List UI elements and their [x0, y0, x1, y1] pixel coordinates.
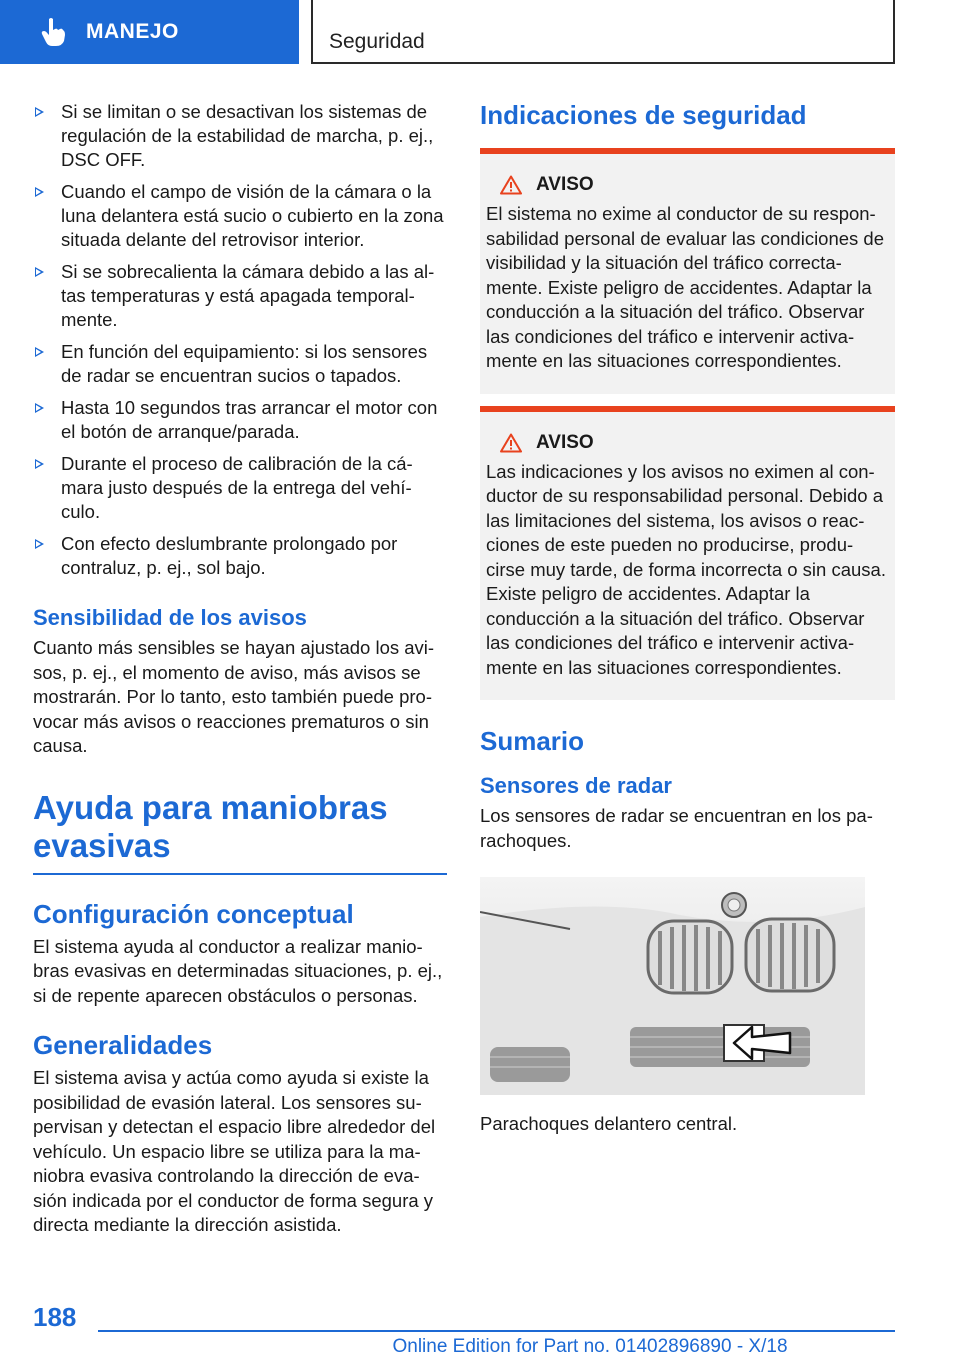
triangle-bullet-icon — [35, 539, 44, 549]
list-item: Con efecto deslumbrante prolongado por contraluz, p. ej., sol bajo. — [33, 532, 447, 580]
hand-pointer-icon — [40, 17, 66, 47]
footer-divider — [98, 1330, 895, 1332]
sensibilidad-heading: Sensibilidad de los avisos — [33, 605, 307, 630]
section-label: Seguridad — [329, 30, 425, 53]
warning-title: AVISO — [536, 174, 594, 195]
ayuda-heading: Ayuda para maniobras evasivas — [33, 788, 388, 864]
list-item: Cuando el campo de visión de la cámara o la luna delantera está sucio o cubierto en la zona situada delante del retrovisor interior. — [33, 180, 447, 252]
figure-caption: Parachoques delantero central. — [480, 1113, 738, 1134]
sensores-text: Los sensores de radar se encuentran en los pa-rachoques. — [480, 805, 873, 851]
list-item: Hasta 10 segundos tras arrancar el motor con el botón de arranque/parada. — [33, 396, 447, 444]
warning-box — [480, 148, 895, 394]
triangle-bullet-icon — [35, 459, 44, 469]
list-item: Si se limitan o se desactivan los sistemas de regulación de la estabilidad de marcha, p. ej., DSC OFF. — [33, 100, 447, 172]
triangle-bullet-icon — [35, 267, 44, 277]
list-item: Si se sobrecalienta la cámara debido a las al-tas temperaturas y está apagada temporal-mente. — [33, 260, 447, 332]
triangle-bullet-icon — [35, 187, 44, 197]
page-number: 188 — [33, 1302, 77, 1332]
condition-list — [33, 100, 447, 580]
sensibilidad-text: Cuanto más sensibles se hayan ajustado los avi-sos, p. ej., el momento de aviso, más avisos se mostrarán. Por lo tanto, esto también puede pro-vocar más avisos o reacciones prematuros o sin causa. — [33, 637, 435, 756]
indicaciones-heading: Indicaciones de seguridad — [480, 100, 807, 130]
triangle-bullet-icon — [35, 347, 44, 357]
list-item: En función del equipamiento: si los sensores de radar se encuentran sucios o tapados. — [33, 340, 447, 388]
generalidades-heading: Generalidades — [33, 1030, 213, 1060]
triangle-bullet-icon — [35, 107, 44, 117]
heading-divider — [33, 873, 447, 875]
triangle-bullet-icon — [35, 403, 44, 413]
section-header — [311, 0, 895, 64]
warning-triangle-icon — [500, 175, 522, 195]
config-heading: Configuración conceptual — [33, 898, 354, 929]
generalidades-text: El sistema avisa y actúa como ayuda si existe la posibilidad de evasión lateral. Los sensores su-pervisan y detectan el espacio libre alrededor del vehículo. Un espacio libre se utiliza para la ma-niobra evasiva controlando la dirección de eva-sión indicada por el conductor de forma segura y directa mediante la dirección asistida. — [33, 1067, 436, 1235]
chapter-tab[interactable] — [0, 0, 299, 64]
list-item: Durante el proceso de calibración de la cá-mara justo después de la entrega del vehí-culo. — [33, 452, 447, 524]
edition-footer: Online Edition for Part no. 01402896890 - X/18 — [392, 1336, 788, 1357]
warning-triangle-icon — [500, 433, 522, 453]
warning-text: El sistema no exime al conductor de su respon-sabilidad personal de evaluar las condiciones de visibilidad y la situación del tráfico correcta-mente. Existe peligro de accidentes. Adaptar la conducción a la situación del tráfico. Observar las condiciones del tráfico e intervenir activa-mente en las situaciones correspondientes. — [486, 203, 885, 371]
sumario-heading: Sumario — [480, 726, 585, 756]
chapter-label: MANEJO — [86, 20, 179, 43]
front-bumper-illustration — [480, 877, 865, 1095]
right-column — [480, 100, 895, 1136]
left-column — [33, 100, 447, 1238]
warning-box — [480, 406, 895, 701]
sensores-heading: Sensores de radar — [480, 773, 672, 798]
warning-text: Las indicaciones y los avisos no eximen al con-ductor de su responsabilidad personal. Debido a las limitaciones del sistema, los avisos o reac-ciones de este pueden no producirse, produ-cirse muy tarde, de forma incorrecta o sin causa. Existe peligro de accidentes. Adaptar la conducción a la situación del tráfico. Observar las condiciones del tráfico e intervenir activa-mente en las situaciones correspondientes. — [486, 460, 886, 678]
warning-title: AVISO — [536, 431, 594, 453]
config-text: El sistema ayuda al conductor a realizar manio-bras evasivas en determinadas situaciones, p. ej., si de repente aparecen obstáculos o personas. — [33, 935, 443, 1006]
